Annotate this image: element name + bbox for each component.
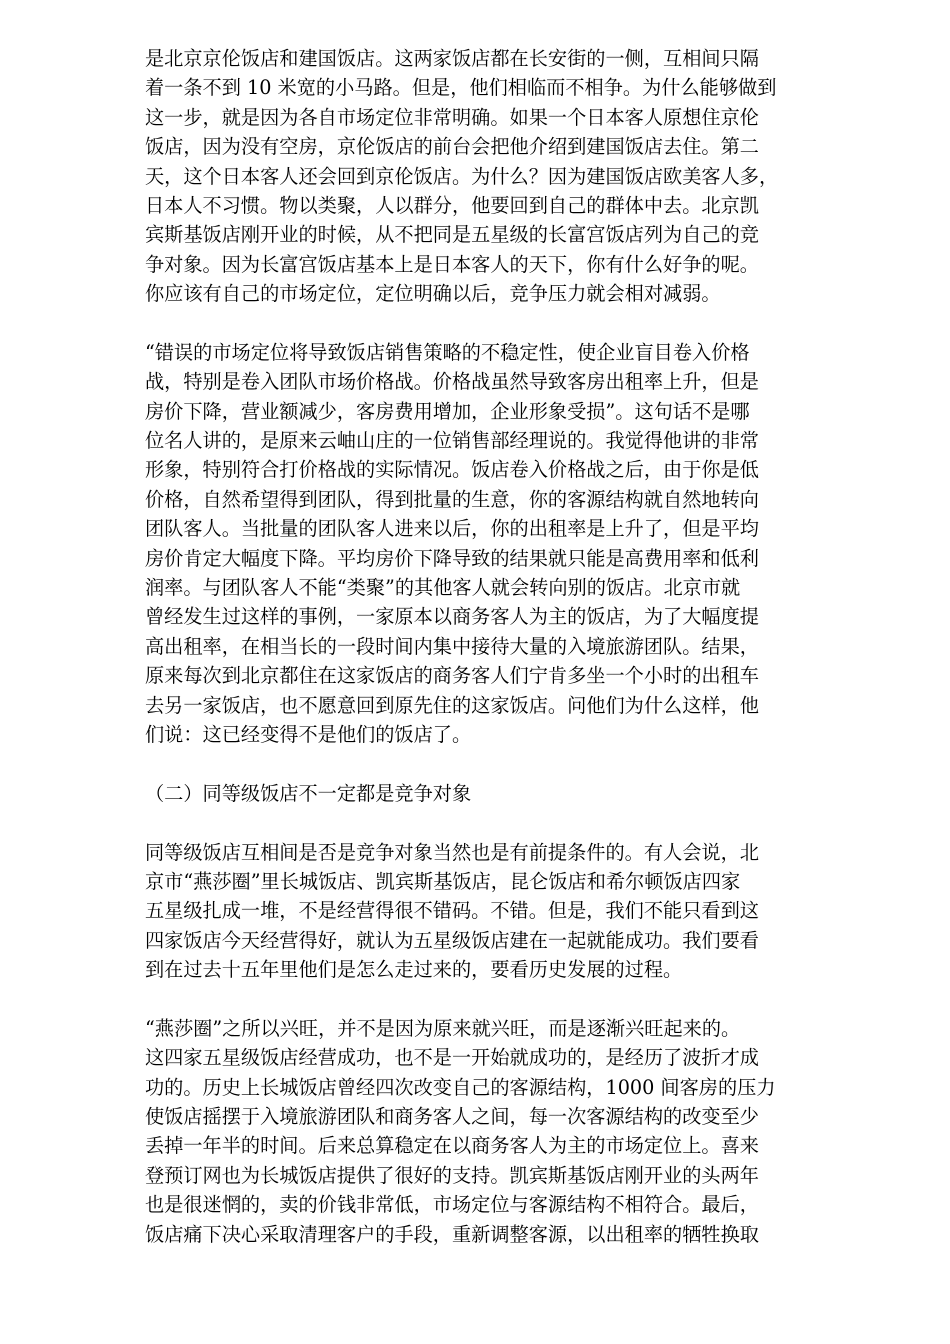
- text-line: 着一条不到 10 米宽的小马路。但是，他们相临而不相争。为什么能够做到: [145, 76, 777, 100]
- text-line: 原来每次到北京都住在这家饭店的商务客人们宁肯多坐一个小时的出租车: [145, 664, 759, 688]
- text-line: 饭店痛下决心采取清理客户的手段，重新调整客源，以出租率的牺牲换取: [145, 1222, 759, 1246]
- text-line: 价格，自然希望得到团队，得到批量的生意，你的客源结构就自然地转向: [145, 487, 759, 511]
- text-line: 曾经发生过这样的事例，一家原本以商务客人为主的饭店，为了大幅度提: [145, 605, 759, 629]
- text-line: 争对象。因为长富宫饭店基本上是日本客人的天下，你有什么好争的呢。: [145, 252, 759, 276]
- text-line: 们说：这已经变得不是他们的饭店了。: [145, 722, 472, 746]
- text-line: 同等级饭店互相间是否是竞争对象当然也是有前提条件的。有人会说，北: [145, 840, 759, 864]
- text-line: 天，这个日本客人还会回到京伦饭店。为什么？因为建国饭店欧美客人多，: [145, 164, 779, 188]
- text-line: 这一步，就是因为各自市场定位非常明确。如果一个日本客人原想住京伦: [145, 105, 759, 129]
- text-line: “错误的市场定位将导致饭店销售策略的不稳定性，使企业盲目卷入价格: [145, 340, 750, 364]
- text-line: “燕莎圈”之所以兴旺，并不是因为原来就兴旺，而是逐渐兴旺起来的。: [145, 1016, 741, 1040]
- paragraph-2: [145, 338, 861, 749]
- text-line: 战，特别是卷入团队市场价格战。价格战虽然导致客房出租率上升，但是: [145, 370, 759, 394]
- text-line: 高出租率，在相当长的一段时间内集中接待大量的入境旅游团队。结果，: [145, 634, 759, 658]
- document-page: [145, 44, 861, 1249]
- paragraph-spacer: [145, 309, 861, 338]
- heading-line: （二）同等级饭店不一定都是竞争对象: [145, 781, 472, 805]
- text-line: 房价下降，营业额减少，客房费用增加，企业形象受损”。这句话不是哪: [145, 399, 750, 423]
- paragraph-spacer: [145, 808, 861, 837]
- text-line: 房价肯定大幅度下降。平均房价下降导致的结果就只能是高费用率和低利: [145, 546, 759, 570]
- text-line: 登预订网也为长城饭店提供了很好的支持。凯宾斯基饭店刚开业的头两年: [145, 1163, 759, 1187]
- text-line: 是北京京伦饭店和建国饭店。这两家饭店都在长安街的一侧，互相间只隔: [145, 47, 759, 70]
- text-line: 五星级扎成一堆，不是经营得很不错码。不错。但是，我们不能只看到这: [145, 899, 759, 923]
- text-line: 形象，特别符合打价格战的实际情况。饭店卷入价格战之后，由于你是低: [145, 458, 759, 482]
- paragraph-1: [145, 44, 861, 309]
- text-line: 润率。与团队客人不能“类聚”的其他客人就会转向别的饭店。北京市就: [145, 576, 741, 600]
- paragraph-3: [145, 838, 861, 985]
- text-line: 饭店，因为没有空房，京伦饭店的前台会把他介绍到建国饭店去住。第二: [145, 135, 759, 159]
- text-line: 使饭店摇摆于入境旅游团队和商务客人之间，每一次客源结构的改变至少: [145, 1105, 759, 1129]
- text-line: 京市“燕莎圈”里长城饭店、凯宾斯基饭店，昆仑饭店和希尔顿饭店四家: [145, 869, 741, 893]
- paragraph-spacer: [145, 749, 861, 778]
- text-line: 日本人不习惯。物以类聚，人以群分，他要回到自己的群体中去。北京凯: [145, 193, 759, 217]
- text-line: 四家饭店今天经营得好，就认为五星级饭店建在一起就能成功。我们要看: [145, 928, 759, 952]
- text-line: 也是很迷惘的，卖的价钱非常低，市场定位与客源结构不相符合。最后，: [145, 1193, 759, 1217]
- text-line: 团队客人。当批量的团队客人进来以后，你的出租率是上升了，但是平均: [145, 517, 759, 541]
- text-line: 宾斯基饭店刚开业的时候，从不把同是五星级的长富宫饭店列为自己的竞: [145, 223, 759, 247]
- text-line: 去另一家饭店，也不愿意回到原先住的这家饭店。问他们为什么这样，他: [145, 693, 759, 717]
- paragraph-spacer: [145, 985, 861, 1014]
- text-line: 功的。历史上长城饭店曾经四次改变自己的客源结构，1000 间客房的压力: [145, 1075, 776, 1099]
- section-heading: [145, 779, 861, 808]
- text-line: 丢掉一年半的时间。后来总算稳定在以商务客人为主的市场定位上。喜来: [145, 1134, 759, 1158]
- text-line: 你应该有自己的市场定位，定位明确以后，竞争压力就会相对减弱。: [145, 282, 721, 306]
- text-line: 位名人讲的，是原来云岫山庄的一位销售部经理说的。我觉得他讲的非常: [145, 429, 759, 453]
- text-line: 这四家五星级饭店经营成功，也不是一开始就成功的，是经历了波折才成: [145, 1046, 759, 1070]
- paragraph-4: [145, 1014, 861, 1249]
- text-line: 到在过去十五年里他们是怎么走过来的，要看历史发展的过程。: [145, 958, 683, 982]
